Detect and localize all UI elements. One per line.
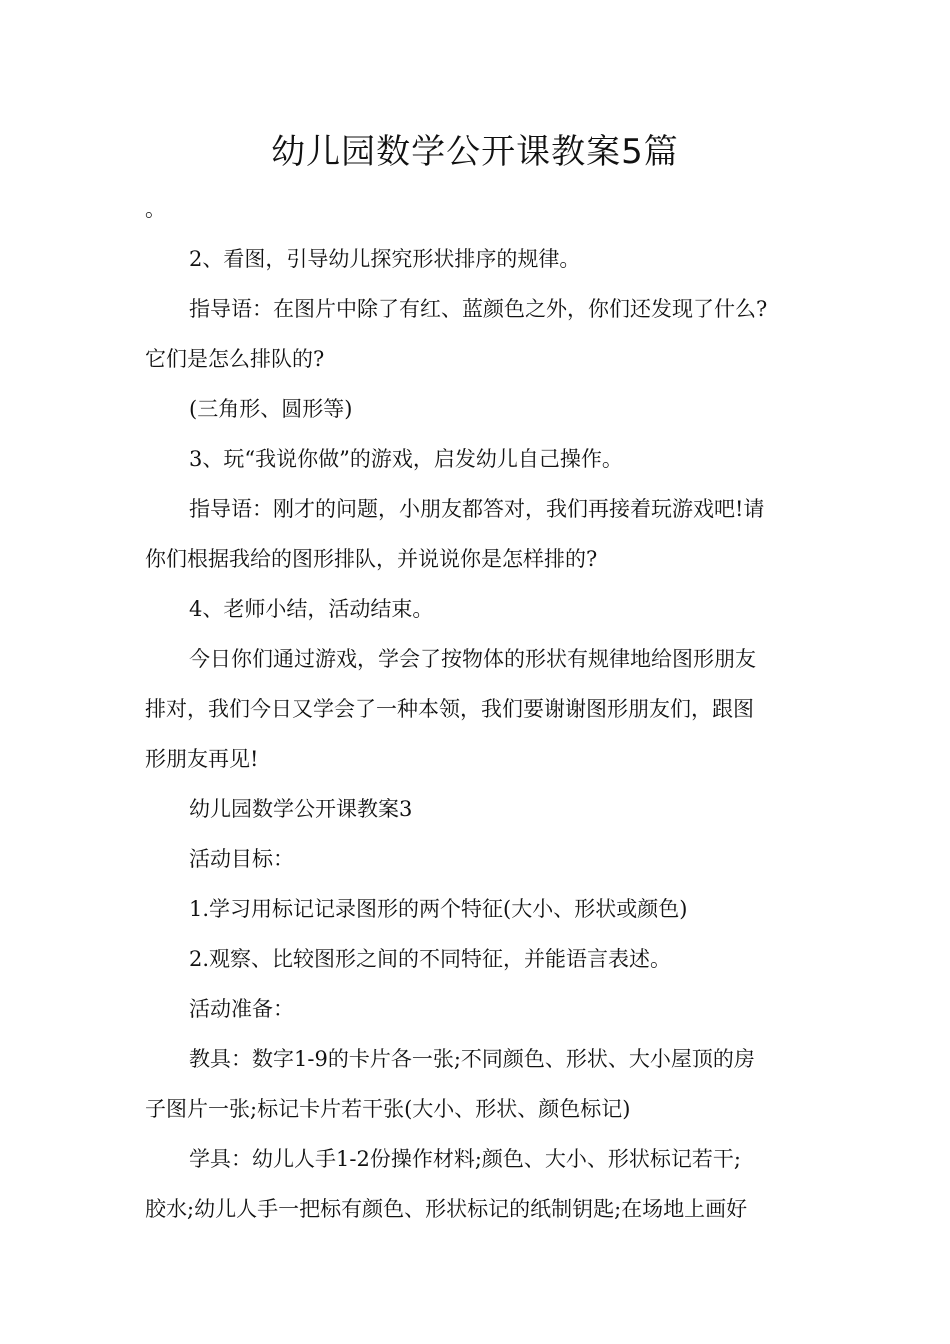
document-title: 幼儿园数学公开课教案5篇 (271, 132, 679, 172)
text-line: 教具：数字1-9的卡片各一张;不同颜色、形状、大小屋顶的房 (189, 1047, 755, 1071)
text-line: 2.观察、比较图形之间的不同特征，并能语言表述。 (189, 947, 672, 971)
text-line: 学具：幼儿人手1-2份操作材料;颜色、大小、形状标记若干; (189, 1147, 741, 1171)
text-line: 幼儿园数学公开课教案3 (189, 797, 413, 821)
text-line: 你们根据我给的图形排队，并说说你是怎样排的? (145, 547, 598, 571)
text-line: 指导语：刚才的问题，小朋友都答对，我们再接着玩游戏吧!请 (189, 497, 765, 521)
document-body (145, 184, 807, 1234)
text-line: (三角形、圆形等) (189, 397, 353, 421)
text-line: 。 (145, 197, 166, 221)
text-line: 活动准备： (189, 997, 294, 1021)
text-line: 活动目标： (189, 847, 294, 871)
text-line: 形朋友再见! (145, 747, 259, 771)
text-line: 它们是怎么排队的? (145, 347, 325, 371)
text-line: 4、老师小结，活动结束。 (189, 597, 434, 621)
text-line: 胶水;幼儿人手一把标有颜色、形状标记的纸制钥匙;在场地上画好 (145, 1197, 748, 1221)
text-line: 子图片一张;标记卡片若干张(大小、形状、颜色标记) (145, 1097, 631, 1121)
text-line: 2、看图，引导幼儿探究形状排序的规律。 (189, 247, 581, 271)
text-line: 今日你们通过游戏，学会了按物体的形状有规律地给图形朋友 (189, 647, 756, 671)
text-line: 3、玩“我说你做”的游戏，启发幼儿自己操作。 (189, 447, 623, 471)
text-line: 排对，我们今日又学会了一种本领，我们要谢谢图形朋友们，跟图 (145, 697, 754, 721)
text-line: 1.学习用标记记录图形的两个特征(大小、形状或颜色) (189, 897, 688, 921)
text-line: 指导语：在图片中除了有红、蓝颜色之外，你们还发现了什么? (189, 297, 768, 321)
